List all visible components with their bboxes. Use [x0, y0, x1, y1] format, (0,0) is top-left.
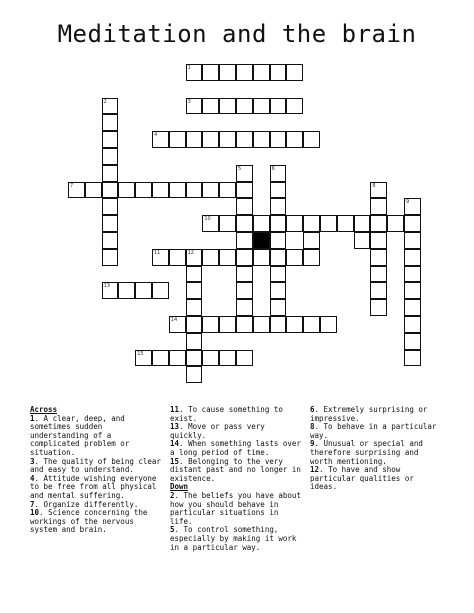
grid-cell[interactable]: [236, 182, 253, 199]
clue-number: 12: [187, 249, 194, 256]
black-square: [253, 232, 270, 249]
page-title: Meditation and the brain: [57, 20, 417, 48]
grid-cell[interactable]: [85, 182, 102, 199]
grid-cell[interactable]: [169, 316, 186, 333]
grid-cell[interactable]: [354, 215, 371, 232]
grid-cell[interactable]: [219, 249, 236, 266]
clue-number: 14: [170, 317, 178, 323]
clue-number: 7: [70, 182, 74, 189]
grid-cell[interactable]: [219, 98, 236, 115]
clue-number: 11: [154, 249, 161, 256]
grid-cell[interactable]: [169, 182, 186, 199]
grid-cell[interactable]: [135, 282, 152, 299]
grid-cell[interactable]: [186, 350, 203, 367]
grid-cell[interactable]: [102, 232, 119, 249]
grid-cell[interactable]: [236, 64, 253, 81]
grid-cell[interactable]: [236, 232, 253, 249]
grid-cell[interactable]: [354, 232, 371, 249]
grid-cell[interactable]: [387, 215, 404, 232]
grid-cell[interactable]: [370, 249, 387, 266]
grid-cell[interactable]: [152, 131, 169, 148]
grid-cell[interactable]: [370, 198, 387, 215]
grid-cell[interactable]: [202, 249, 219, 266]
grid-cell[interactable]: [303, 249, 320, 266]
clue-across-11: 11. To cause something to exist.: [170, 405, 283, 423]
grid-cell[interactable]: [270, 232, 287, 249]
grid-cell[interactable]: [370, 232, 387, 249]
grid-cell[interactable]: [270, 182, 287, 199]
clue-number: 2: [103, 98, 107, 105]
grid-cell[interactable]: [236, 350, 253, 367]
grid-cell[interactable]: [253, 131, 270, 148]
grid-cell[interactable]: [303, 131, 320, 148]
grid-cell[interactable]: [236, 299, 253, 316]
grid-cell[interactable]: [253, 215, 270, 232]
grid-cell[interactable]: [236, 98, 253, 115]
clue-down-12: 12. To have and show particular qualities or ideas.: [310, 465, 414, 492]
clue-across-14: 14. When something lasts over a long period of time.: [170, 439, 301, 457]
clue-column-1: [30, 406, 162, 535]
grid-cell[interactable]: [202, 98, 219, 115]
grid-cell[interactable]: [219, 215, 236, 232]
grid-cell[interactable]: [186, 299, 203, 316]
down-header: Down: [170, 482, 189, 492]
grid-cell[interactable]: [186, 182, 203, 199]
grid-cell[interactable]: [202, 64, 219, 81]
clue-down-8: 8. To behave in a particular way.: [310, 422, 437, 440]
across-header: Across: [30, 405, 58, 414]
clue-number: 6: [271, 165, 275, 172]
clue-number: 1: [187, 65, 191, 71]
grid-cell[interactable]: [270, 165, 287, 182]
grid-cell[interactable]: [270, 64, 287, 81]
grid-cell[interactable]: [253, 249, 270, 266]
grid-cell[interactable]: [270, 266, 287, 283]
grid-cell[interactable]: [102, 182, 119, 199]
grid-cell[interactable]: [370, 182, 387, 199]
grid-cell[interactable]: [370, 299, 387, 316]
grid-cell[interactable]: [236, 266, 253, 283]
grid-cell[interactable]: [202, 182, 219, 199]
grid-cell[interactable]: [270, 98, 287, 115]
grid-cell[interactable]: [337, 215, 354, 232]
grid-cell[interactable]: [102, 98, 119, 115]
grid-cell[interactable]: [303, 215, 320, 232]
grid-cell[interactable]: [186, 316, 203, 333]
grid-cell[interactable]: [219, 350, 236, 367]
clue-column-2: [170, 406, 302, 552]
grid-cell[interactable]: [404, 215, 421, 232]
grid-cell[interactable]: [152, 282, 169, 299]
clue-number: 8: [372, 182, 376, 189]
clue-number: 10: [204, 216, 211, 223]
grid-cell[interactable]: [253, 98, 270, 115]
grid-cell[interactable]: [404, 232, 421, 249]
grid-cell[interactable]: [219, 131, 236, 148]
grid-cell[interactable]: [102, 249, 119, 266]
grid-cell[interactable]: [404, 266, 421, 283]
grid-cell[interactable]: [404, 282, 421, 299]
clue-down-6: 6. Extremely surprising or impressive.: [310, 405, 428, 423]
clue-column-3: [310, 406, 445, 492]
grid-cell[interactable]: [236, 249, 253, 266]
grid-cell[interactable]: [404, 249, 421, 266]
grid-cell[interactable]: [102, 131, 119, 148]
clue-across-4: 4. Attitude wishing everyone to be free from all physical and mental suffering.: [30, 473, 157, 500]
grid-cell[interactable]: [270, 249, 287, 266]
grid-cell[interactable]: [253, 64, 270, 81]
grid-cell[interactable]: [202, 316, 219, 333]
grid-cell[interactable]: [169, 249, 186, 266]
grid-cell[interactable]: [186, 131, 203, 148]
grid-cell[interactable]: [253, 316, 270, 333]
grid-cell[interactable]: [202, 131, 219, 148]
grid-cell[interactable]: [202, 215, 219, 232]
grid-cell[interactable]: [118, 182, 135, 199]
grid-cell[interactable]: [202, 350, 219, 367]
grid-cell[interactable]: [186, 366, 203, 383]
grid-cell[interactable]: [236, 131, 253, 148]
grid-cell[interactable]: [68, 182, 85, 199]
grid-cell[interactable]: [320, 215, 337, 232]
grid-cell[interactable]: [219, 64, 236, 81]
clue-number: 13: [103, 283, 110, 290]
clue-number: 4: [154, 132, 158, 139]
grid-cell[interactable]: [152, 182, 169, 199]
grid-cell[interactable]: [303, 316, 320, 333]
grid-cell[interactable]: [236, 282, 253, 299]
clue-across-7: 7. Organize differently.: [30, 499, 139, 509]
grid-cell[interactable]: [118, 282, 135, 299]
clue-down-2: 2. The beliefs you have about how you should behave in particular situations in life.: [170, 490, 301, 526]
grid-cell[interactable]: [135, 350, 152, 367]
grid-cell[interactable]: [404, 350, 421, 367]
grid-cell[interactable]: [169, 131, 186, 148]
clue-number: 9: [406, 199, 410, 206]
grid-cell[interactable]: [186, 64, 203, 81]
clue-across-15: 15. Belonging to the very distant past and no longer in existence.: [170, 456, 301, 483]
grid-cell[interactable]: [169, 350, 186, 367]
clue-number: 3: [187, 98, 191, 105]
grid-cell[interactable]: [102, 148, 119, 165]
grid-cell[interactable]: [404, 316, 421, 333]
grid-cell[interactable]: [102, 198, 119, 215]
grid-cell[interactable]: [303, 232, 320, 249]
grid-cell[interactable]: [219, 182, 236, 199]
grid-cell[interactable]: [270, 198, 287, 215]
grid-cell[interactable]: [186, 98, 203, 115]
clue-across-1: 1. A clear, deep, and sometimes sudden understanding of a complicated problem or situation.: [30, 413, 130, 457]
grid-cell[interactable]: [135, 182, 152, 199]
grid-cell[interactable]: [186, 266, 203, 283]
grid-cell[interactable]: [286, 215, 303, 232]
grid-cell[interactable]: [286, 316, 303, 333]
grid-cell[interactable]: [102, 215, 119, 232]
grid-cell[interactable]: [102, 114, 119, 131]
clue-number: 15: [137, 350, 144, 357]
grid-cell[interactable]: [370, 282, 387, 299]
grid-cell[interactable]: [270, 215, 287, 232]
grid-cell[interactable]: [404, 198, 421, 215]
grid-cell[interactable]: [152, 350, 169, 367]
grid-cell[interactable]: [270, 131, 287, 148]
grid-cell[interactable]: [236, 215, 253, 232]
grid-cell[interactable]: [270, 299, 287, 316]
grid-cell[interactable]: [152, 249, 169, 266]
grid-cell[interactable]: [219, 316, 236, 333]
grid-cell[interactable]: [236, 165, 253, 182]
grid-cell[interactable]: [186, 333, 203, 350]
grid-cell[interactable]: [370, 215, 387, 232]
grid-cell[interactable]: [270, 282, 287, 299]
grid-cell[interactable]: [320, 316, 337, 333]
grid-cell[interactable]: [102, 165, 119, 182]
clue-down-9: 9. Unusual or special and therefore surprising and worth mentioning.: [310, 439, 423, 466]
grid-cell[interactable]: [186, 249, 203, 266]
clue-down-5: 5. To control something, especially by making it work in a particular way.: [170, 525, 297, 552]
grid-cell[interactable]: [370, 266, 387, 283]
clue-across-3: 3. The quality of being clear and easy to understand.: [30, 456, 161, 475]
clue-across-10: 10. Science concerning the workings of the nervous system and brain.: [30, 508, 148, 535]
grid-cell[interactable]: [186, 282, 203, 299]
grid-cell[interactable]: [236, 198, 253, 215]
grid-cell[interactable]: [236, 316, 253, 333]
grid-cell[interactable]: [404, 299, 421, 316]
grid-cell[interactable]: [404, 333, 421, 350]
clue-across-13: 13. Move or pass very quickly.: [170, 422, 265, 440]
grid-cell[interactable]: [102, 282, 119, 299]
grid-cell[interactable]: [286, 98, 303, 115]
clue-number: 5: [238, 165, 242, 172]
grid-cell[interactable]: [286, 249, 303, 266]
grid-cell[interactable]: [286, 64, 303, 81]
grid-cell[interactable]: [270, 316, 287, 333]
grid-cell[interactable]: [286, 131, 303, 148]
